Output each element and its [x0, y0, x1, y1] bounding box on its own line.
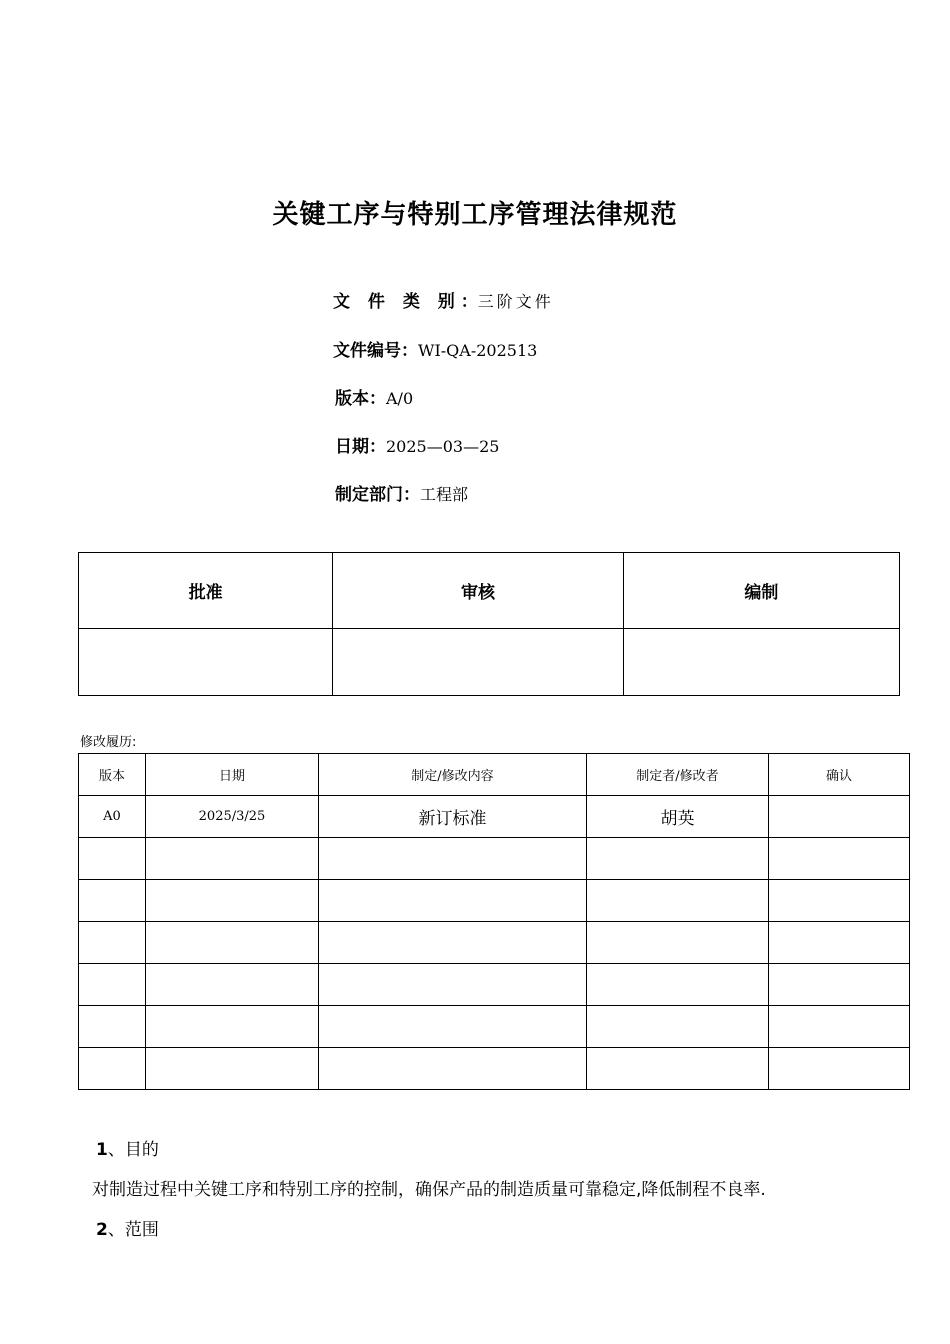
date-value: 2025—03—25 — [386, 437, 500, 456]
number-value: WI-QA-202513 — [418, 341, 538, 360]
table-row — [79, 964, 910, 1006]
table-row — [79, 838, 910, 880]
section-purpose-number: 1 — [96, 1140, 108, 1160]
history-cell-date: 2025/3/25 — [146, 796, 319, 838]
table-cell — [587, 1048, 769, 1090]
table-row — [79, 1048, 910, 1090]
section-purpose-title: 、目的 — [107, 1140, 159, 1160]
category-value: 三阶文件 — [477, 292, 554, 311]
approval-header-review: 审核 — [333, 553, 623, 629]
table-cell — [146, 880, 319, 922]
department-value: 工程部 — [420, 485, 469, 504]
table-cell — [769, 1048, 910, 1090]
table-cell — [146, 1006, 319, 1048]
document-title: 关键工序与特别工序管理法律规范 — [272, 200, 678, 230]
table-cell — [319, 880, 587, 922]
approval-signature-row — [79, 629, 900, 696]
table-cell — [79, 922, 146, 964]
table-cell — [769, 922, 910, 964]
table-cell — [319, 964, 587, 1006]
table-cell — [587, 922, 769, 964]
history-header-version: 版本 — [79, 754, 146, 796]
category-separator: ： — [460, 292, 478, 312]
meta-department — [335, 480, 468, 505]
history-header-content: 制定/修改内容 — [319, 754, 587, 796]
table-cell — [769, 964, 910, 1006]
history-label: 修改履历: — [80, 735, 137, 750]
approval-cell-compile — [623, 629, 899, 696]
table-cell — [146, 964, 319, 1006]
table-cell — [587, 1006, 769, 1048]
table-row — [79, 796, 910, 838]
table-row — [79, 922, 910, 964]
history-cell-confirm — [769, 796, 910, 838]
number-label: 文件编号： — [333, 341, 418, 361]
approval-header-approve: 批准 — [79, 553, 333, 629]
department-label: 制定部门： — [335, 485, 420, 505]
table-cell — [587, 838, 769, 880]
table-row — [79, 1006, 910, 1048]
section-scope-title: 、范围 — [107, 1220, 159, 1240]
section-purpose-body: 对制造过程中关键工序和特别工序的控制，确保产品的制造质量可靠稳定,降低制程不良率. — [92, 1180, 766, 1200]
table-cell — [319, 838, 587, 880]
table-cell — [146, 1048, 319, 1090]
table-cell — [769, 838, 910, 880]
table-cell — [319, 922, 587, 964]
approval-header-compile: 编制 — [623, 553, 899, 629]
date-label: 日期： — [335, 437, 386, 457]
history-header-author: 制定者/修改者 — [587, 754, 769, 796]
table-cell — [587, 964, 769, 1006]
table-cell — [319, 1006, 587, 1048]
history-header-row — [79, 754, 910, 796]
meta-date — [335, 432, 499, 457]
section-purpose-heading — [96, 1135, 159, 1160]
meta-category — [333, 287, 554, 312]
section-scope-number: 2 — [96, 1220, 108, 1240]
section-scope-heading — [96, 1215, 159, 1240]
meta-version — [335, 384, 413, 409]
history-cell-content: 新订标准 — [319, 796, 587, 838]
table-cell — [769, 1006, 910, 1048]
table-cell — [79, 1006, 146, 1048]
approval-cell-approve — [79, 629, 333, 696]
table-cell — [146, 838, 319, 880]
approval-cell-review — [333, 629, 623, 696]
meta-number — [333, 336, 537, 361]
table-row — [79, 880, 910, 922]
history-header-confirm: 确认 — [769, 754, 910, 796]
table-cell — [319, 1048, 587, 1090]
revision-history-table — [78, 753, 910, 1090]
table-cell — [79, 1048, 146, 1090]
category-label: 文 件 类 别 — [333, 292, 461, 312]
history-cell-version: A0 — [79, 796, 146, 838]
table-cell — [769, 880, 910, 922]
table-cell — [79, 964, 146, 1006]
version-label: 版本： — [335, 389, 386, 409]
approval-table — [78, 552, 900, 696]
table-cell — [79, 880, 146, 922]
table-cell — [587, 880, 769, 922]
history-header-date: 日期 — [146, 754, 319, 796]
table-cell — [79, 838, 146, 880]
history-cell-author: 胡英 — [587, 796, 769, 838]
table-cell — [146, 922, 319, 964]
version-value: A/0 — [386, 389, 414, 408]
approval-header-row — [79, 553, 900, 629]
